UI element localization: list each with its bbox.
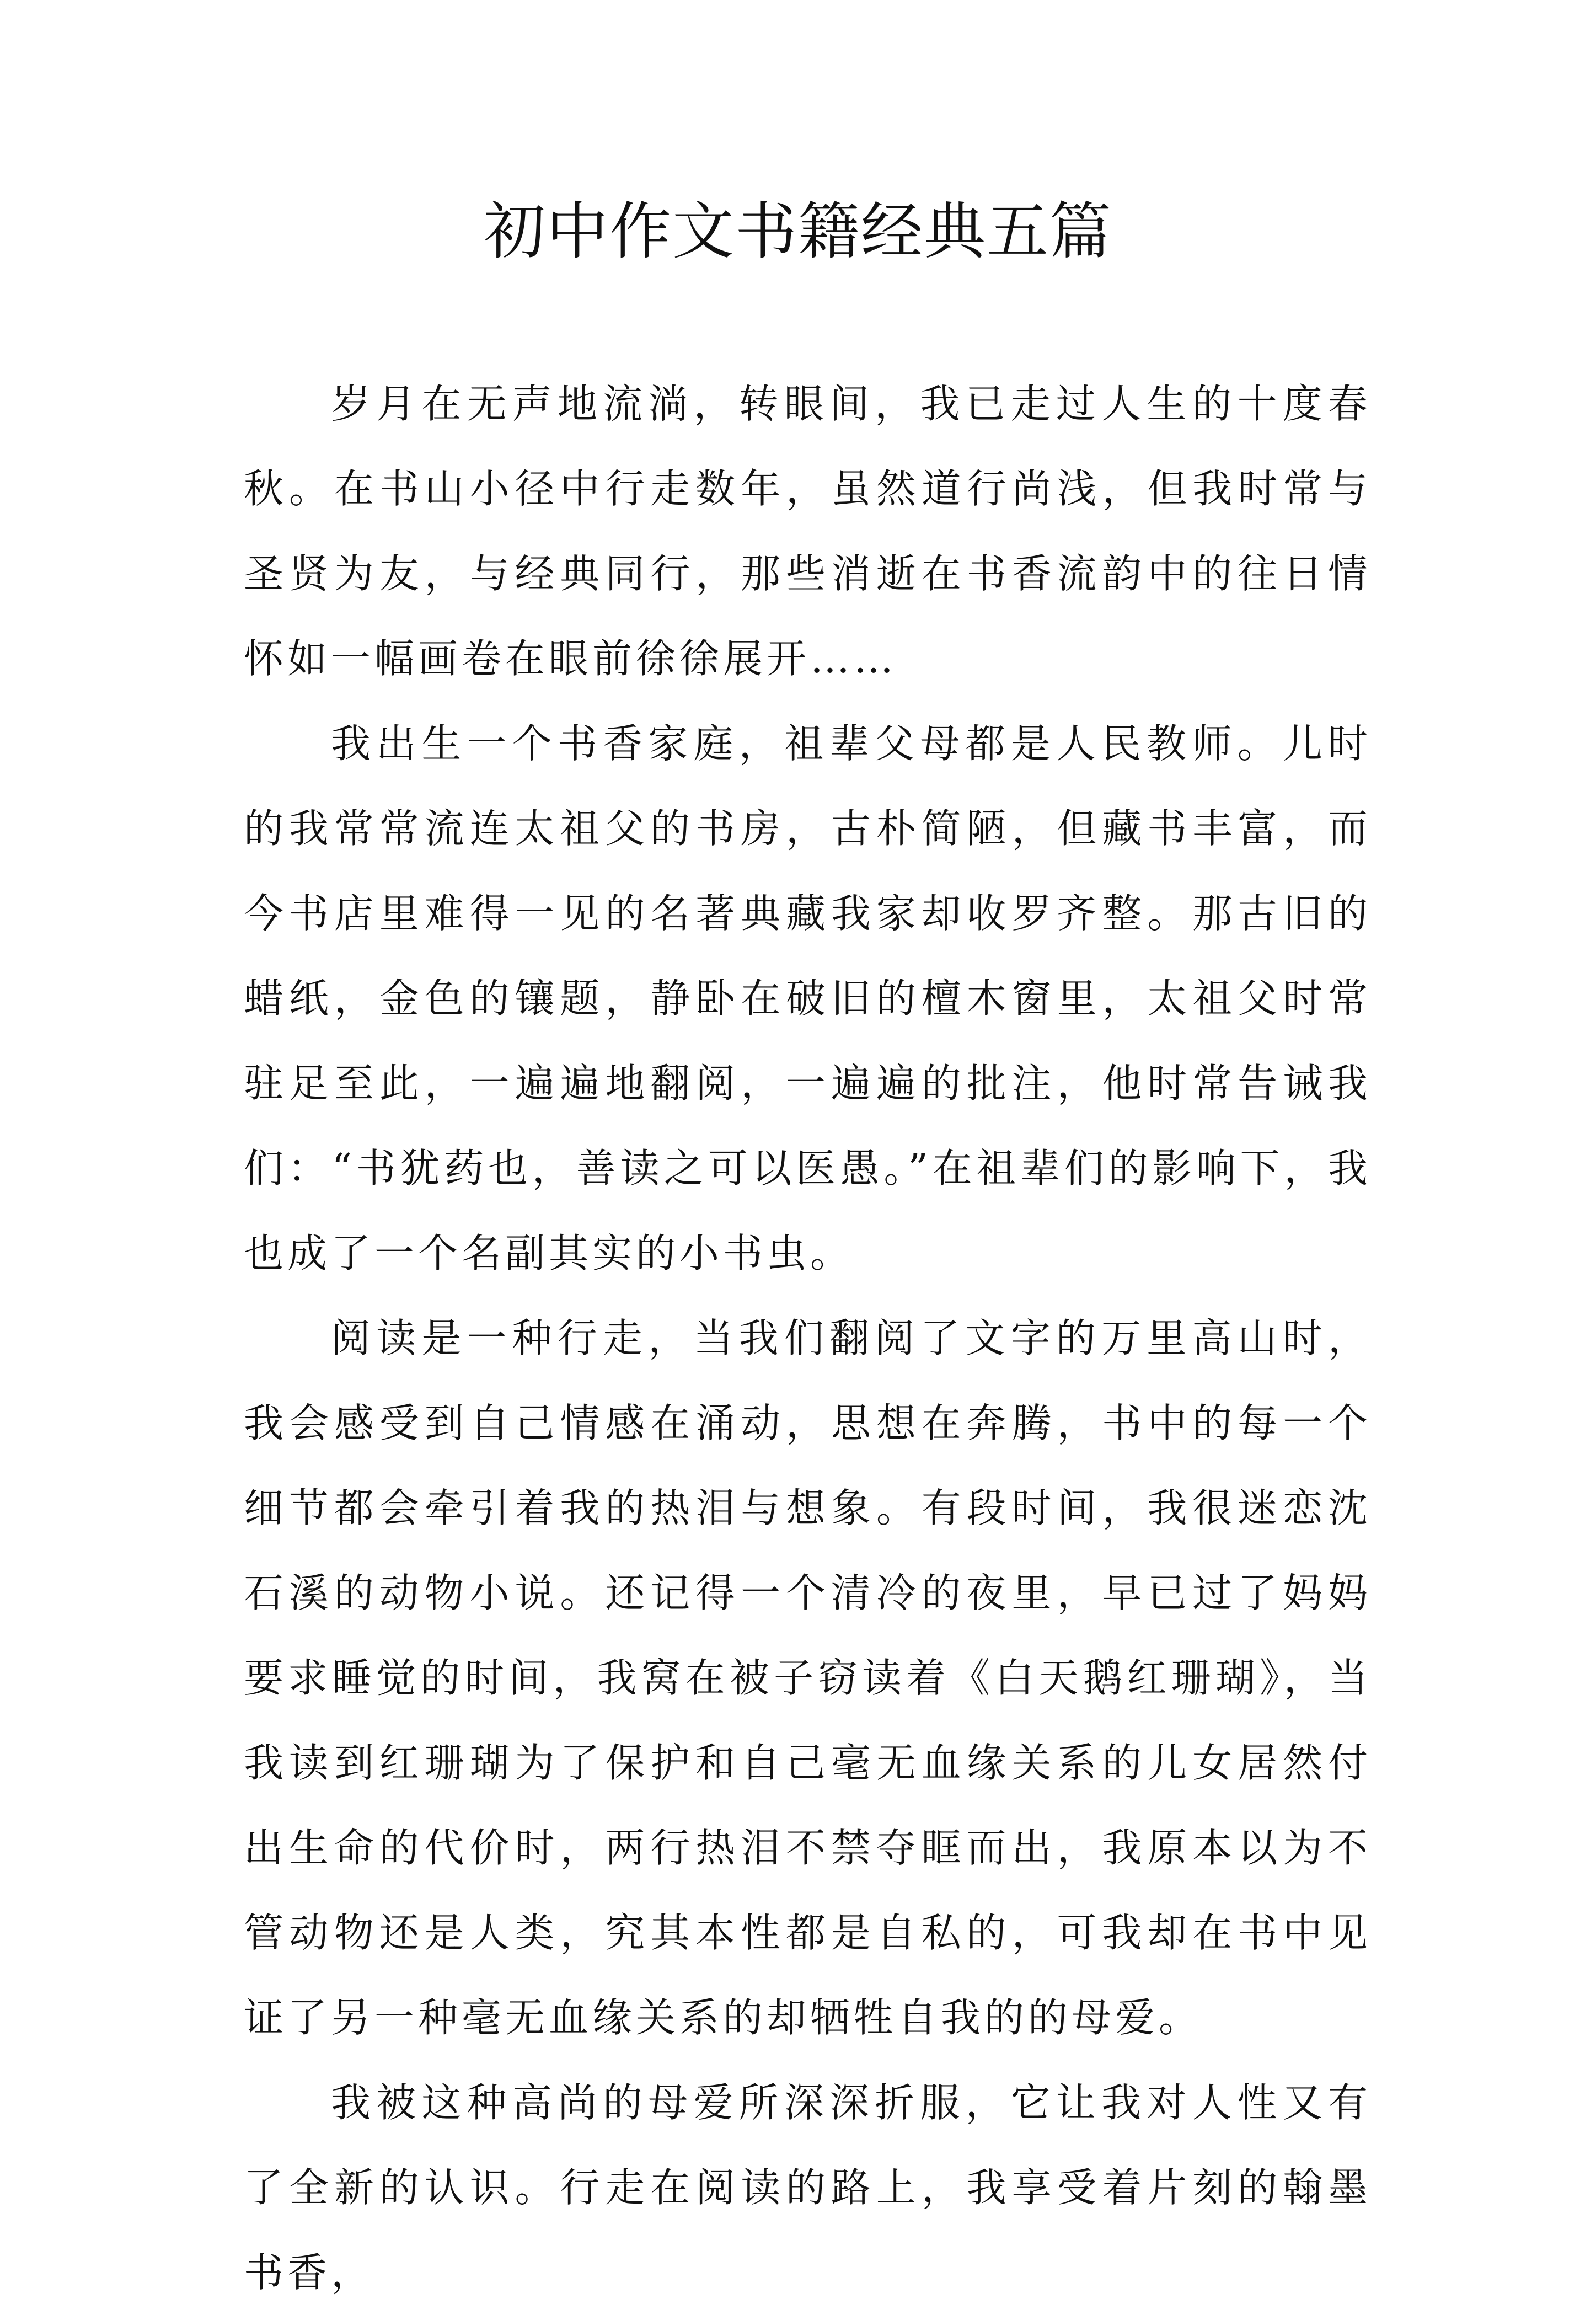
document-title: 初中作文书籍经典五篇 (484, 196, 1112, 268)
document-body (244, 361, 1372, 2315)
paragraph: 阅读是一种行走，当我们翻阅了文字的万里高山时，我会感受到自己情感在涌动，思想在奔腾，书中的每一个细节都会牵引着我的热泪与想象。有段时间，我很迷恋沈石溪的动物小说。还记得一个清冷的夜里，早已过了妈妈要求睡觉的时间，我窝在被子窃读着《白天鹅红珊瑚》，当我读到红珊瑚为了保护和自己毫无血缘关系的儿女居然付出生命的代价时，两行热泪不禁夺眶而出，我原本以为不管动物还是人类，究其本性都是自私的，可我却在书中见证了另一种毫无血缘关系的却牺牲自我的的母爱。 (244, 1315, 1372, 2041)
paragraph: 我出生一个书香家庭，祖辈父母都是人民教师。儿时的我常常流连太祖父的书房，古朴简陋，但藏书丰富，而今书店里难得一见的名著典藏我家却收罗齐整。那古旧的蜡纸，金色的镶题，静卧在破旧的檀木窗里，太祖父时常驻足至此，一遍遍地翻阅，一遍遍的批注，他时常告诫我们：“书犹药也，善读之可以医愚。”在祖辈们的影响下，我也成了一个名副其实的小书虫。 (244, 720, 1372, 1276)
paragraph: 岁月在无声地流淌，转眼间，我已走过人生的十度春秋。在书山小径中行走数年，虽然道行尚浅，但我时常与圣贤为友，与经典同行，那些消逝在书香流韵中的往日情怀如一幅画卷在眼前徐徐展开…… (244, 381, 1372, 682)
paragraph: 我被这种高尚的母爱所深深折服，它让我对人性又有了全新的认识。行走在阅读的路上，我享受着片刻的翰墨书香， (244, 2079, 1372, 2296)
